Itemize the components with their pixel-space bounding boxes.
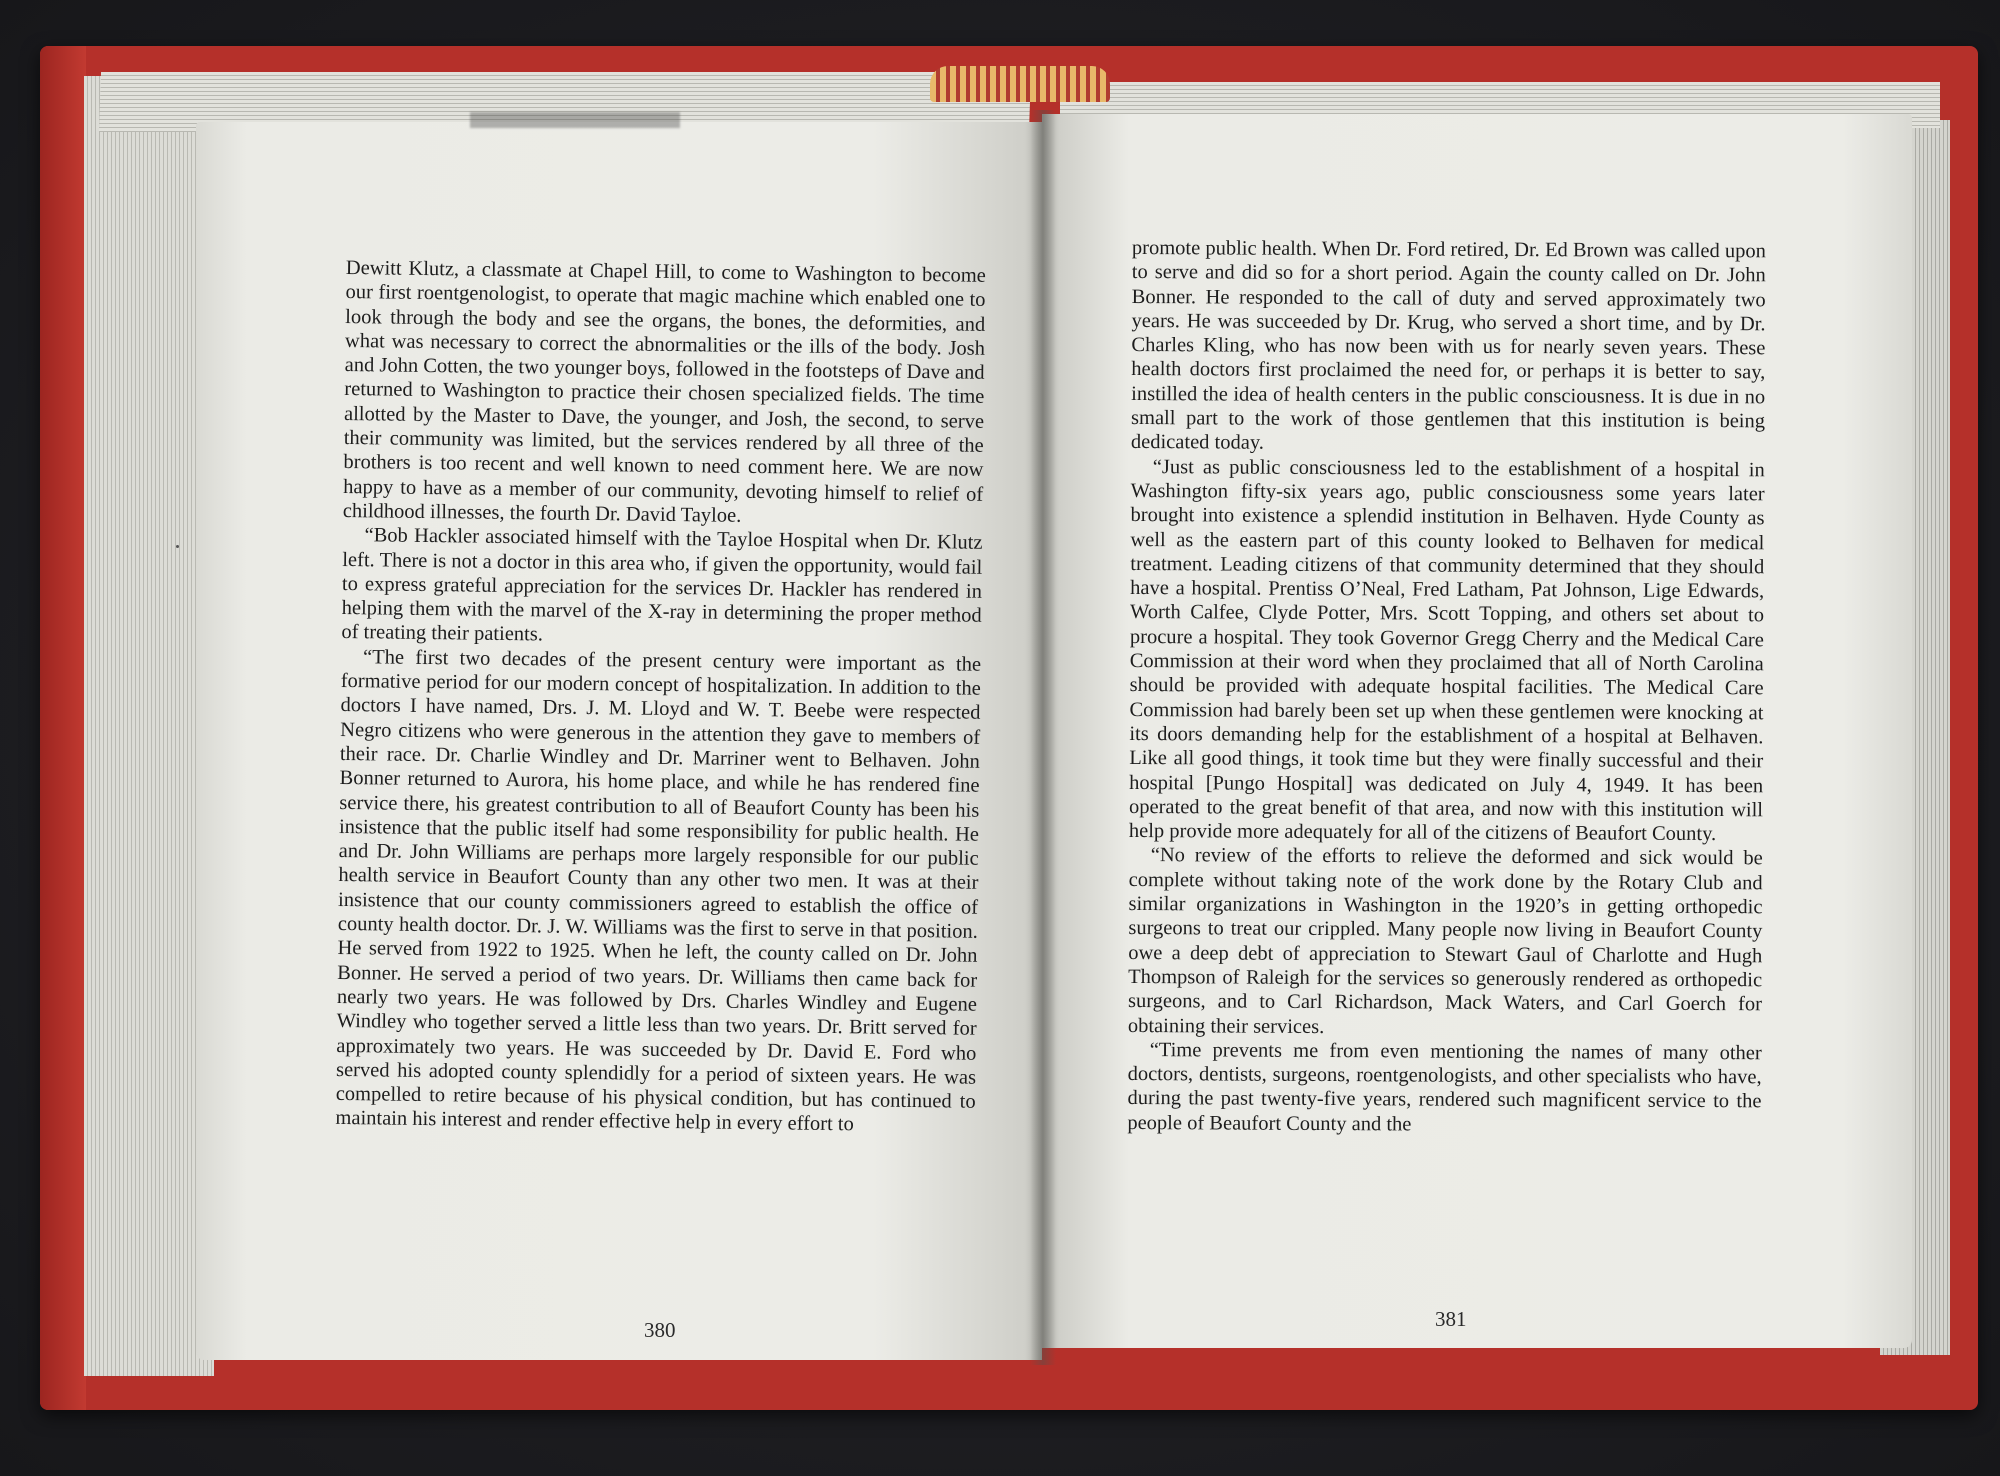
margin-speck — [176, 545, 179, 548]
left-page-text — [335, 256, 986, 1138]
headband — [930, 66, 1110, 102]
page-edges-left — [84, 76, 214, 1376]
right-paragraph-2: “Just as public consciousness led to the establishment of a hospital in Washington fifty-six years ago, public consciousness some years later brought into existence a splendid institution in Belhaven. Hyde County as well as the eastern part of this county looked to Belhaven for medical treatment. Leading citizens of that community determined that they should have a hospital. Prentiss O’Neal, Fred Latham, Pat Johnson, Lige Edwards, Worth Calfee, Clyde Potter, Mrs. Scott Topping, and others set about to procure a hospital. They took Governor Gregg Cherry and the Medical Care Commission at their word when they proclaimed that all of North Carolina should be provided with adequate hospital facilities. The Medical Care Commission had barely been set up when these gentlemen were knocking at its doors demanding help for the establishment of a hospital at Belhaven. Like all good things, it took time but they were finally successful and their hospital [Pungo Hospital] was dedicated on July 4, 1949. It has been operated to the great benefit of that area, and now with this institution will help provide more adequately for all of the citizens of Beaufort County. — [1128, 455, 1765, 846]
right-page-number: 381 — [1435, 1307, 1467, 1331]
right-paragraph-3: “No review of the efforts to relieve the deformed and sick would be complete without taking note of the work done by the Rotary Club and similar organizations in Washington in the 1920’s in getting orthopedic surgeons to treat our crippled. Many people now living in Beaufort County owe a deep debt of appreciation to Stewart Gaul of Charlotte and Hugh Thompson of Raleigh for the services so generously rendered as orthopedic surgeons, and to Carl Richardson, Mack Waters, and Carl Goerch for obtaining their services. — [1127, 844, 1763, 1038]
book-gutter — [1030, 110, 1056, 1365]
left-paragraph-3: “The first two decades of the present century were important as the formative period for our modern concept of hospitalization. In addition to the doctors I have named, Drs. J. M. Lloyd and W. T. Beebe were respected Negro citizens who were generous in the attention they gave to members of their race. Dr. Charlie Windley and Dr. Marriner went to Belhaven. John Bonner returned to Aurora, his home place, and while he has rendered fine service there, his greatest contribution to all of Beaufort County has been his insistence that the public itself had some responsibility for public health. He and Dr. John Williams are perhaps more largely responsible for our public health service in Beaufort County than any other two men. It was at their insistence that our county commissioners agreed to establish the office of county health doctor. Dr. J. W. Williams was the first to serve in that position. He served from 1922 to 1925. When he left, the county called on Dr. John Bonner. He served a period of two years. Dr. Williams then came back for nearly two years. He was followed by Drs. Charles Windley and Eugene Windley who together served a little less than two years. Dr. Britt served for approximately two years. He was succeeded by Dr. David E. Ford who served his adopted county splendidly for a period of sixteen years. He was compelled to retire because of his physical condition, but has continued to maintain his interest and render effective help in every effort to — [335, 645, 982, 1136]
cover-spine-edge — [40, 46, 86, 1410]
right-page-text — [1127, 236, 1766, 1138]
left-page-number: 380 — [644, 1318, 676, 1342]
show-through-mark — [470, 112, 680, 128]
left-paragraph-2: “Bob Hackler associated himself with the Tayloe Hospital when Dr. Klutz left. There is not a doctor in this area who, if given the opportunity, would fail to express grateful appreciation for the services Dr. Hackler has rendered in helping them with the marvel of the X-ray in determining the proper method of treating their patients. — [341, 524, 983, 646]
right-paragraph-1: promote public health. When Dr. Ford retired, Dr. Ed Brown was called upon to serve and did so for a short period. Again the county called on Dr. John Bonner. He responded to the call of duty and served approximately two years. He was succeeded by Dr. Krug, who served a short time, and by Dr. Charles Kling, who has now been with us for nearly seven years. These health doctors first proclaimed the need for, or perhaps it is better to say, instilled the idea of health centers in the public consciousness. It is due in no small part to the work of those gentlemen that this institution is being dedicated today. — [1130, 236, 1766, 455]
right-paragraph-4: “Time prevents me from even mentioning the names of many other doctors, dentists, surgeons, roentgenologists, and other specialists who have, during the past twenty-five years, rendered such magnificent service to the people of Beaufort County and the — [1127, 1038, 1762, 1136]
left-paragraph-1: Dewitt Klutz, a classmate at Chapel Hill, to come to Washington to become our first roentgenologist, to operate that magic machine which enabled one to look through the body and see the organs, the bones, the deformities, and what was necessary to correct the abnormalities or the ills of the body. Josh and John Cotten, the two younger boys, followed in the footsteps of Dave and returned to Washington to practice their chosen specialized fields. The time allotted by the Master to Dave, the younger, and Josh, the second, to serve their community was limited, but the services rendered by all three of the brothers is too recent and well known to need comment here. We are now happy to have as a member of our community, devoting himself to relief of childhood illnesses, the fourth Dr. David Tayloe. — [342, 256, 986, 527]
